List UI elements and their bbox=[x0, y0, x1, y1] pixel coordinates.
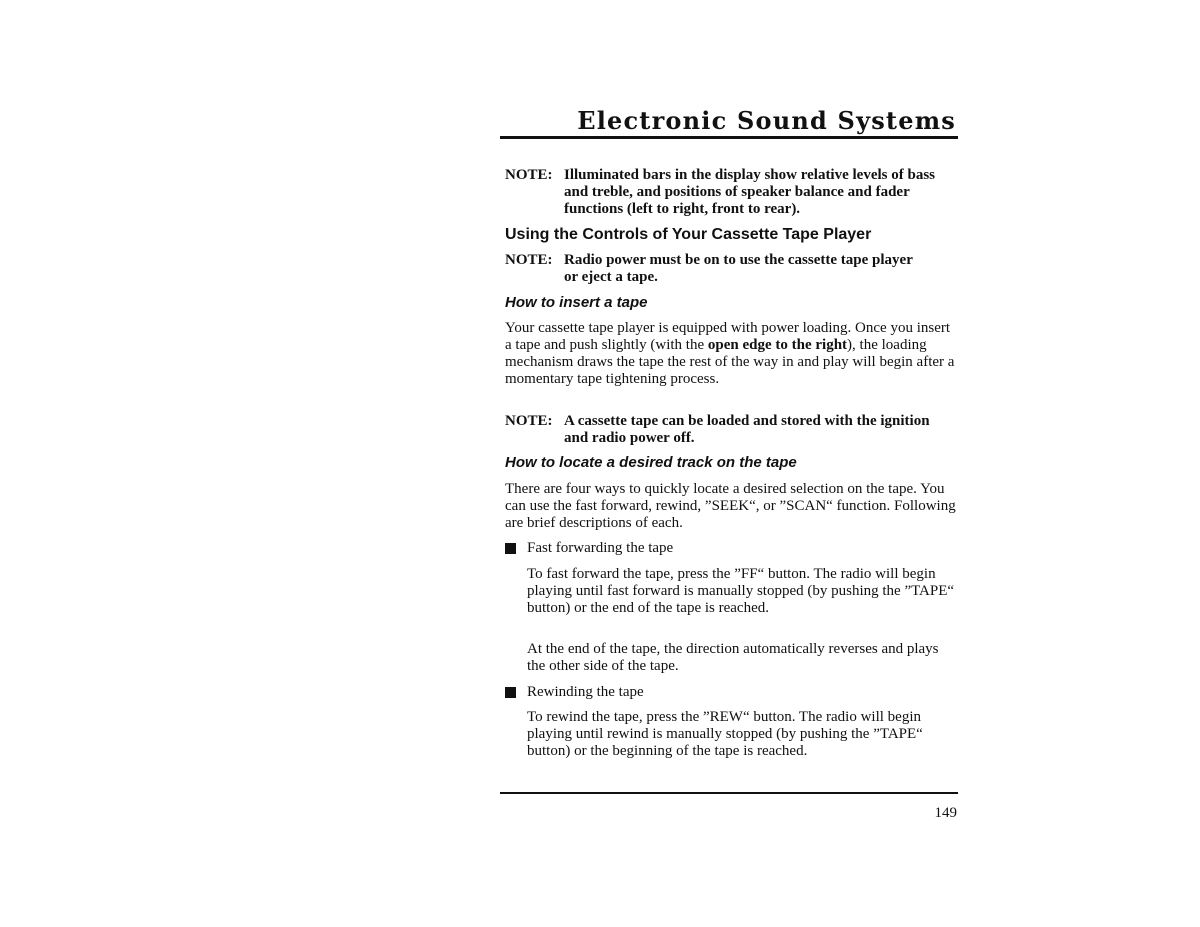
subheading-locate-track: How to locate a desired track on the tape bbox=[505, 454, 797, 471]
footer-rule bbox=[500, 792, 958, 794]
note-radio-power bbox=[505, 252, 925, 286]
paragraph-text: Your cassette tape player is equipped with power loading. Once you insert a tape and push slightly (with the bbox=[505, 320, 951, 353]
paragraph-text: ), the loading mechanism draws the tape the rest of the way in and play will begin after a momentary tape tightening process. bbox=[505, 337, 955, 387]
note-label: NOTE: bbox=[505, 413, 553, 429]
note-text: Illuminated bars in the display show relative levels of bass and treble, and positions of speaker balance and fader functions (left to right, front to rear). bbox=[564, 167, 936, 217]
bullet-label: Rewinding the tape bbox=[527, 684, 644, 700]
bullet-label: Fast forwarding the tape bbox=[527, 540, 674, 556]
bullet-square-icon bbox=[505, 543, 516, 554]
subheading-insert-tape: How to insert a tape bbox=[505, 294, 648, 311]
page-title: Electronic Sound Systems bbox=[577, 106, 956, 135]
note-loaded-stored bbox=[505, 413, 935, 447]
paragraph-end-of-tape: At the end of the tape, the direction automatically reverses and plays the other side of the tape. bbox=[527, 641, 939, 674]
section-heading-cassette-controls: Using the Controls of Your Cassette Tape Player bbox=[505, 226, 872, 243]
paragraph-rewind: To rewind the tape, press the ”REW“ button. The radio will begin playing until rewind is manually stopped (by pushing the ”TAPE“ button) or the beginning of the tape is reached. bbox=[527, 709, 923, 759]
paragraph-locate-track: There are four ways to quickly locate a desired selection on the tape. You can use the fast forward, rewind, ”SEEK“, or ”SCAN“ function. Following are brief descriptions of each. bbox=[505, 481, 956, 531]
note-display-bars bbox=[505, 167, 957, 218]
note-text: A cassette tape can be loaded and stored with the ignition and radio power off. bbox=[564, 413, 930, 446]
page-number: 149 bbox=[934, 805, 957, 821]
note-text: Radio power must be on to use the cassette tape player or eject a tape. bbox=[564, 252, 913, 285]
note-label: NOTE: bbox=[505, 252, 553, 268]
paragraph-fast-forward: To fast forward the tape, press the ”FF“ button. The radio will begin playing until fast forward is manually stopped (by pushing the ”TAPE“ button) or the end of the tape is reached. bbox=[527, 566, 955, 616]
bullet-rewind bbox=[505, 684, 957, 701]
bullet-square-icon bbox=[505, 687, 516, 698]
paragraph-bold-text: open edge to the right bbox=[707, 337, 848, 353]
header-rule bbox=[500, 136, 958, 139]
paragraph-insert-tape bbox=[505, 320, 957, 388]
note-label: NOTE: bbox=[505, 167, 553, 183]
bullet-fast-forward bbox=[505, 540, 957, 557]
